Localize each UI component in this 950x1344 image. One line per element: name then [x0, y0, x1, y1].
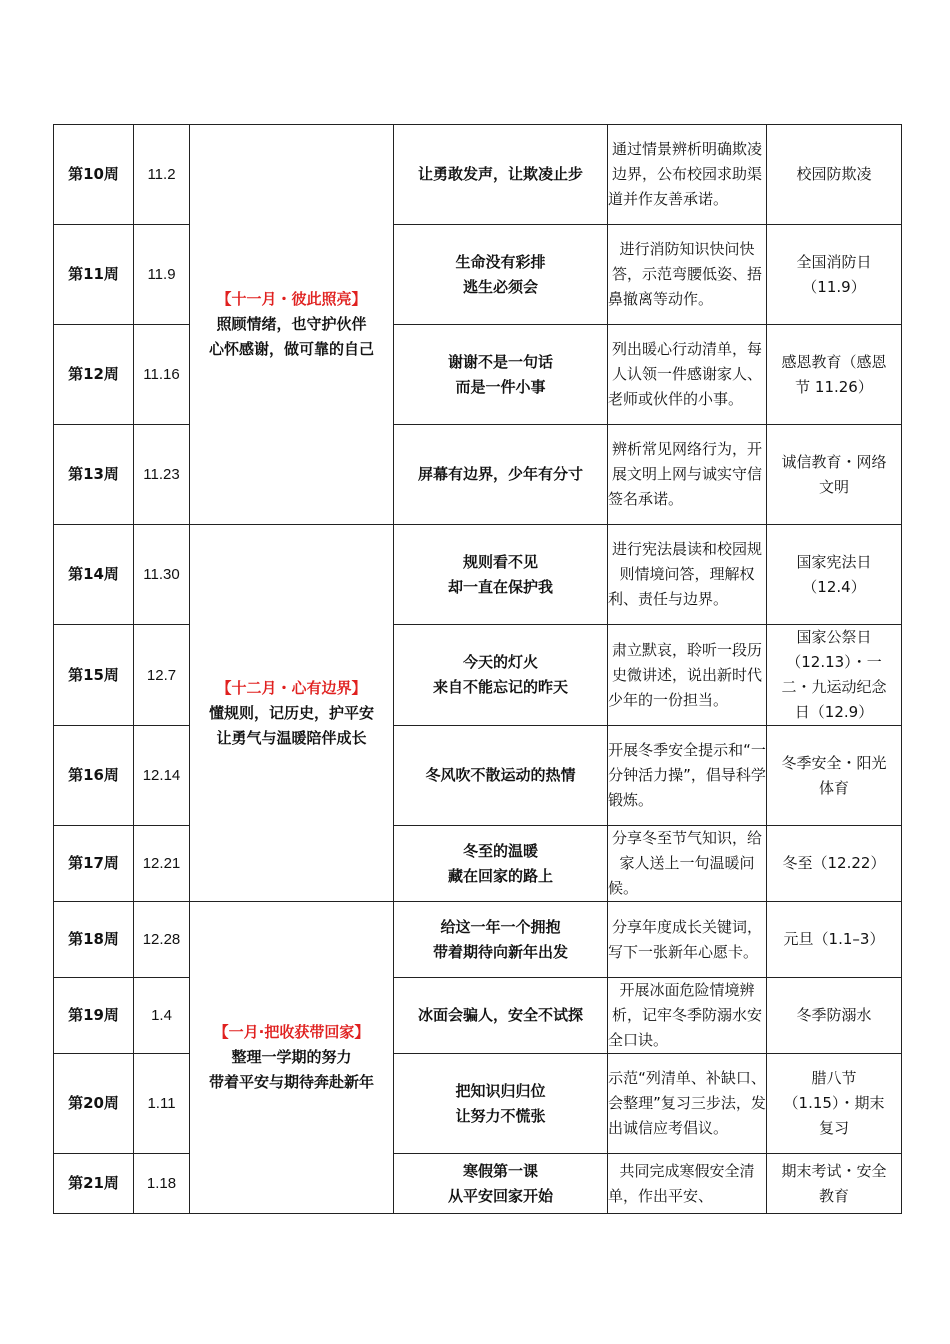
- date-cell: 11.30: [134, 525, 190, 625]
- occasion-line: 校园防欺凌: [796, 165, 872, 183]
- occasion-line: 冬季安全・阳光: [781, 753, 887, 772]
- table-row: [54, 325, 902, 425]
- topic-cell: [394, 726, 608, 826]
- date-cell: 1.18: [134, 1154, 190, 1214]
- occasion-line: 期末考试・安全: [781, 1161, 887, 1180]
- occasion-line: 冬至（12.22）: [782, 854, 886, 872]
- month-theme-line: 懂规则，记历史，护平安: [208, 703, 374, 722]
- topic-cell: [394, 525, 608, 625]
- topic-line: 规则看不见: [462, 552, 538, 571]
- occasion-line: 复习: [818, 1119, 849, 1137]
- activity-cell: 分享年度成长关键词，写下一张新年心愿卡。: [608, 902, 767, 978]
- table-row: [54, 1154, 902, 1214]
- week-cell: 第19周: [54, 978, 134, 1054]
- occasion-cell: [767, 726, 902, 826]
- occasion-line: 教育: [818, 1186, 849, 1205]
- activity-cell: 开展冬季安全提示和“一分钟活力操”，倡导科学锻炼。: [608, 726, 767, 826]
- month-theme-cell: [190, 125, 394, 525]
- activity-cell: 共同完成寒假安全清单，作出平安、: [608, 1154, 767, 1214]
- month-theme-line: 带着平安与期待奔赴新年: [208, 1073, 374, 1091]
- topic-cell: [394, 325, 608, 425]
- topic-line: 冬风吹不散运动的热情: [425, 766, 576, 784]
- topic-line: 把知识归归位: [455, 1081, 546, 1100]
- week-cell: 第18周: [54, 902, 134, 978]
- activity-cell: 肃立默哀，聆听一段历史微讲述，说出新时代少年的一份担当。: [608, 625, 767, 726]
- occasion-line: 全国消防日: [796, 252, 872, 271]
- week-cell: 第12周: [54, 325, 134, 425]
- occasion-line: 腊八节: [811, 1069, 857, 1087]
- occasion-line: （1.15）・期末: [783, 1094, 885, 1112]
- occasion-cell: [767, 225, 902, 325]
- occasion-cell: [767, 325, 902, 425]
- month-theme-cell: [190, 525, 394, 902]
- occasion-cell: [767, 978, 902, 1054]
- topic-cell: [394, 1054, 608, 1154]
- month-theme-line: 心怀感谢，做可靠的自己: [208, 340, 374, 358]
- date-cell: 1.4: [134, 978, 190, 1054]
- table-row: [54, 625, 902, 726]
- occasion-line: 文明: [818, 477, 849, 496]
- occasion-cell: [767, 125, 902, 225]
- occasion-line: 诚信教育・网络: [781, 452, 887, 471]
- week-cell: 第20周: [54, 1054, 134, 1154]
- date-cell: 12.28: [134, 902, 190, 978]
- topic-line: 却一直在保护我: [447, 577, 553, 596]
- table-row: [54, 225, 902, 325]
- topic-line: 寒假第一课: [462, 1161, 538, 1180]
- topic-line: 冬至的温暖: [462, 841, 538, 860]
- occasion-line: 国家宪法日: [796, 552, 872, 571]
- occasion-line: 体育: [818, 778, 849, 797]
- topic-cell: [394, 978, 608, 1054]
- month-theme-label: 【十二月・心有边界】: [216, 678, 367, 697]
- table-row: [54, 826, 902, 902]
- week-cell: 第11周: [54, 225, 134, 325]
- activity-cell: 示范“列清单、补缺口、会整理”复习三步法，发出诚信应考倡议。: [608, 1054, 767, 1154]
- week-cell: 第10周: [54, 125, 134, 225]
- month-theme-line: 照顾情绪，也守护伙伴: [216, 315, 367, 333]
- topic-cell: [394, 625, 608, 726]
- week-cell: 第21周: [54, 1154, 134, 1214]
- occasion-line: 节 11.26）: [795, 377, 873, 396]
- occasion-cell: [767, 525, 902, 625]
- activity-cell: 分享冬至节气知识，给家人送上一句温暖问候。: [608, 826, 767, 902]
- month-theme-label: 【十一月・彼此照亮】: [216, 290, 367, 308]
- occasion-line: （12.13）・一: [786, 653, 882, 671]
- occasion-line: 感恩教育（感恩: [781, 352, 887, 371]
- topic-line: 带着期待向新年出发: [432, 942, 568, 961]
- topic-line: 今天的灯火: [462, 653, 538, 671]
- activity-cell: 列出暖心行动清单，每人认领一件感谢家人、老师或伙伴的小事。: [608, 325, 767, 425]
- date-cell: 12.7: [134, 625, 190, 726]
- topic-line: 让努力不慌张: [455, 1106, 546, 1125]
- activity-cell: 进行宪法晨读和校园规则情境问答，理解权利、责任与边界。: [608, 525, 767, 625]
- topic-line: 谢谢不是一句话: [447, 352, 553, 371]
- date-cell: 11.16: [134, 325, 190, 425]
- activity-cell: 进行消防知识快问快答，示范弯腰低姿、捂鼻撤离等动作。: [608, 225, 767, 325]
- occasion-line: 国家公祭日: [796, 628, 872, 646]
- topic-line: 藏在回家的路上: [447, 866, 553, 885]
- table-row: [54, 1054, 902, 1154]
- occasion-line: （11.9）: [802, 277, 866, 296]
- month-theme-label: 【一月·把收获带回家】: [213, 1023, 370, 1041]
- occasion-cell: [767, 1154, 902, 1214]
- date-cell: 11.2: [134, 125, 190, 225]
- week-cell: 第15周: [54, 625, 134, 726]
- occasion-cell: [767, 902, 902, 978]
- topic-line: 从平安回家开始: [447, 1186, 553, 1205]
- date-cell: 1.11: [134, 1054, 190, 1154]
- week-cell: 第16周: [54, 726, 134, 826]
- occasion-cell: [767, 1054, 902, 1154]
- month-theme-line: 让勇气与温暖陪伴成长: [216, 728, 367, 747]
- occasion-line: 元旦（1.1–3）: [783, 930, 885, 948]
- topic-line: 让勇敢发声，让欺凌止步: [417, 165, 583, 183]
- topic-cell: [394, 125, 608, 225]
- table-row: [54, 425, 902, 525]
- table-row: [54, 902, 902, 978]
- topic-line: 来自不能忘记的昨天: [432, 678, 568, 696]
- table-row: [54, 726, 902, 826]
- occasion-cell: [767, 425, 902, 525]
- week-cell: 第14周: [54, 525, 134, 625]
- topic-line: 而是一件小事: [455, 377, 546, 396]
- table-row: [54, 125, 902, 225]
- occasion-line: 冬季防溺水: [796, 1006, 872, 1024]
- activity-cell: 通过情景辨析明确欺凌边界，公布校园求助渠道并作友善承诺。: [608, 125, 767, 225]
- topic-cell: [394, 225, 608, 325]
- date-cell: 12.21: [134, 826, 190, 902]
- weekly-schedule-table: [53, 124, 902, 1214]
- topic-line: 屏幕有边界，少年有分寸: [417, 465, 583, 483]
- topic-line: 冰面会骗人，安全不试探: [417, 1006, 583, 1024]
- occasion-line: 日（12.9）: [794, 703, 874, 721]
- topic-line: 给这一年一个拥抱: [440, 917, 561, 936]
- activity-cell: 辨析常见网络行为，开展文明上网与诚实守信签名承诺。: [608, 425, 767, 525]
- occasion-line: （12.4）: [802, 577, 866, 596]
- topic-line: 逃生必须会: [462, 277, 538, 296]
- topic-cell: [394, 902, 608, 978]
- topic-line: 生命没有彩排: [455, 252, 546, 271]
- table-row: [54, 525, 902, 625]
- month-theme-line: 整理一学期的努力: [231, 1048, 352, 1066]
- topic-cell: [394, 826, 608, 902]
- table-row: [54, 978, 902, 1054]
- occasion-cell: [767, 625, 902, 726]
- topic-cell: [394, 425, 608, 525]
- occasion-line: 二・九运动纪念: [781, 678, 887, 696]
- month-theme-cell: [190, 902, 394, 1214]
- week-cell: 第13周: [54, 425, 134, 525]
- activity-cell: 开展冰面危险情境辨析，记牢冬季防溺水安全口诀。: [608, 978, 767, 1054]
- date-cell: 11.9: [134, 225, 190, 325]
- date-cell: 11.23: [134, 425, 190, 525]
- topic-cell: [394, 1154, 608, 1214]
- occasion-cell: [767, 826, 902, 902]
- date-cell: 12.14: [134, 726, 190, 826]
- week-cell: 第17周: [54, 826, 134, 902]
